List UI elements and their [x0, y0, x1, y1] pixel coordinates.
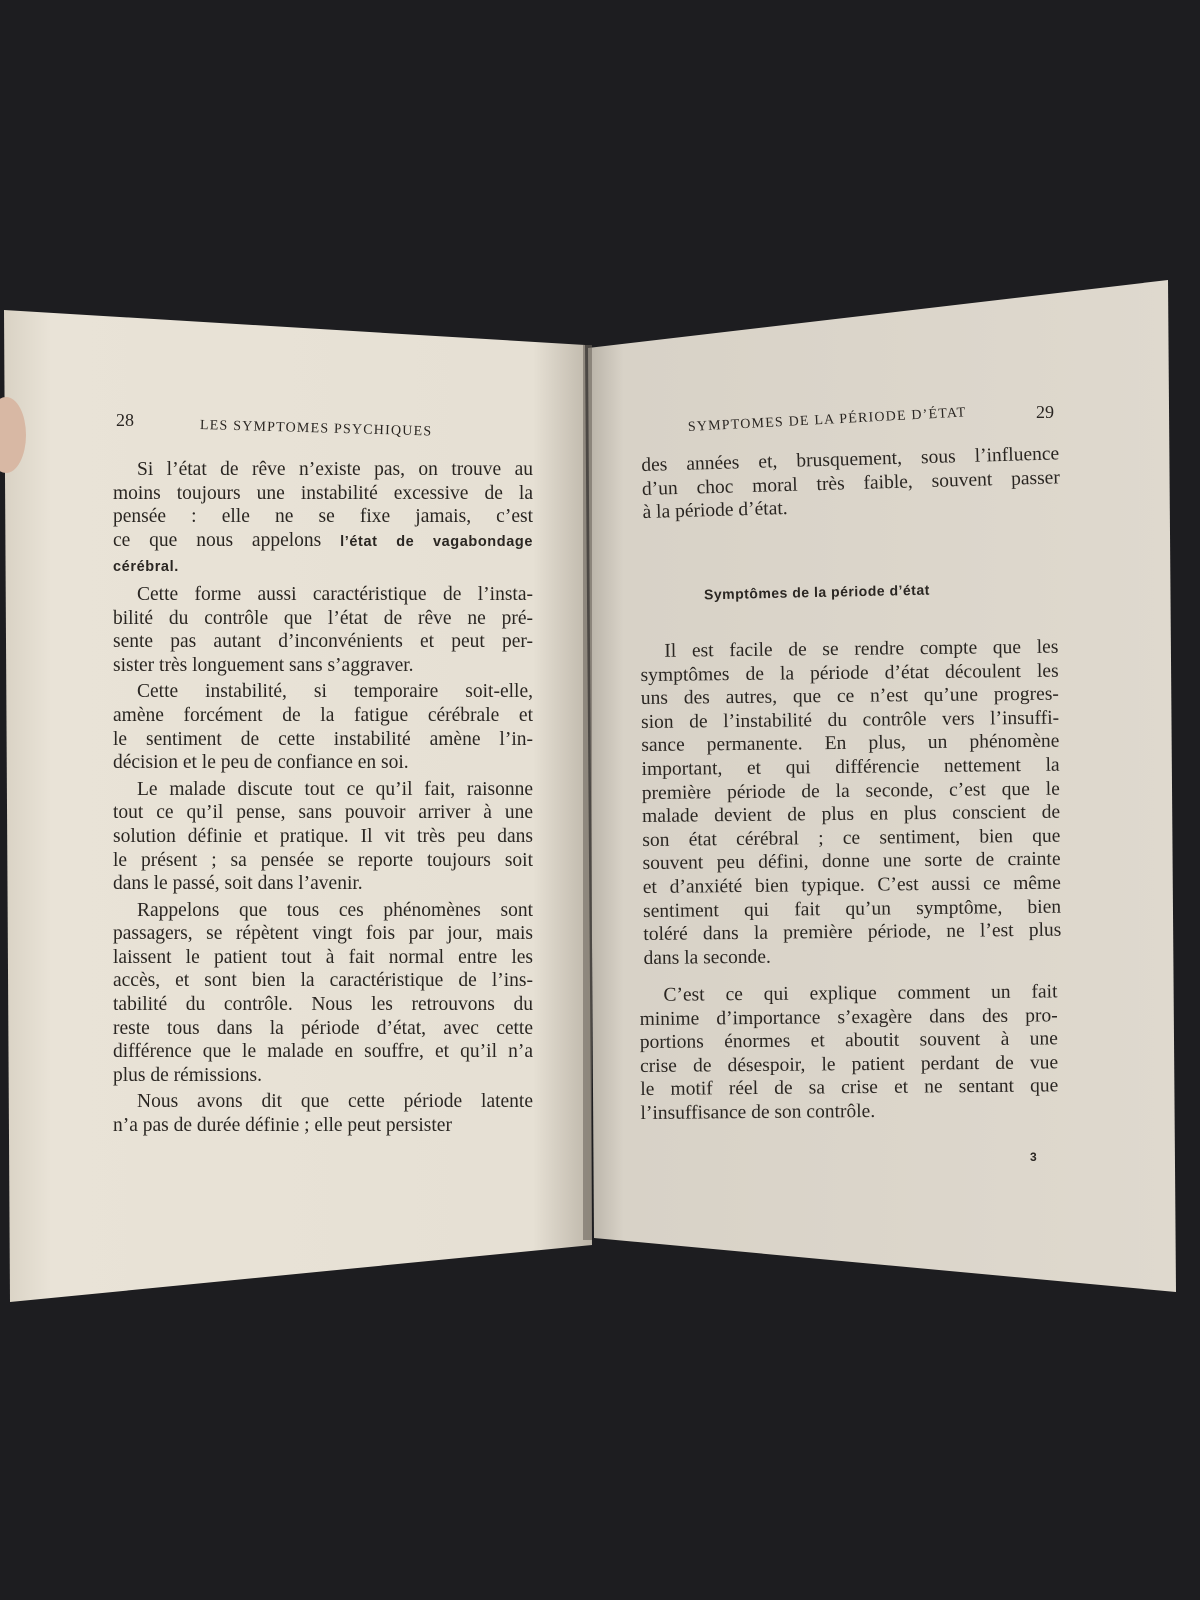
text-line: des années et, brusquement, sous l’influence [640, 443, 1060, 477]
right-page-number: 29 [1036, 402, 1054, 422]
text-line: et d’anxiété bien typique. C’est aussi ce même [642, 872, 1061, 898]
paragraph [113, 899, 533, 1088]
text-line: Cette forme aussi caractéristique de l’insta- [137, 583, 533, 605]
right-continuation-text [641, 442, 1061, 527]
paragraph [639, 980, 1058, 1125]
right-paragraph-1 [640, 636, 1061, 974]
text-line: différence que le malade en souffre, et qu’il n’a [113, 1041, 533, 1063]
text-line: solution définie et pratique. Il vit très peu dans [113, 825, 533, 847]
text-line [113, 529, 533, 555]
text-line: plus de rémissions. [113, 1064, 262, 1086]
left-page-text [113, 458, 533, 1141]
text-line: crise de désespoir, le patient perdant de vue [639, 1052, 1059, 1077]
paragraph [113, 778, 533, 896]
text-line: pensée : elle ne se fixe jamais, c’est [113, 506, 533, 528]
text-line: Il est facile de se rendre compte que les [664, 636, 1059, 662]
bold-term: cérébral. [113, 559, 179, 576]
text-line: symptômes de la période d’état découlent les [640, 660, 1059, 686]
text-line: moins toujours une instabilité excessive de la [113, 482, 533, 504]
text-line: le présent ; sa pensée se reporte toujours soit [113, 849, 533, 871]
paragraph [641, 442, 1061, 524]
text-line: à la période d’état. [642, 498, 788, 524]
text-line: Le malade discute tout ce qu’il fait, raisonne [137, 778, 533, 800]
text-line: Nous avons dit que cette période latente [137, 1091, 533, 1113]
text-line: sentiment qui fait qu’un symptôme, bien [642, 896, 1062, 922]
text-line: important, et qui différencie nettement la [641, 754, 1060, 780]
text-segment: ce que nous appelons [113, 529, 341, 551]
right-running-head: SYMPTOMES DE LA PÉRIODE D’ÉTAT [687, 405, 967, 435]
text-line: toléré dans la première période, ne l’est plus [643, 919, 1062, 946]
text-line: reste tous dans la période d’état, avec cette [113, 1017, 533, 1039]
text-line: dans la seconde. [643, 946, 771, 969]
text-line: uns des autres, que ce n’est qu’une progres- [640, 683, 1059, 710]
text-line: tout ce qu’il pense, sans pouvoir arriver à une [113, 802, 533, 824]
text-line: le sentiment de cette instabilité amène l’in- [113, 728, 533, 750]
text-line: décision et le peu de confiance en soi. [113, 752, 409, 774]
paragraph [113, 583, 533, 677]
text-line: souvent peu défini, donne une sorte de crainte [642, 848, 1061, 875]
text-line: C’est ce qui explique comment un fait [663, 981, 1058, 1006]
text-line: dans le passé, soit dans l’avenir. [113, 873, 363, 895]
left-page-number: 28 [116, 410, 134, 430]
paragraph [640, 636, 1061, 971]
text-line: Rappelons que tous ces phénomènes sont [137, 899, 533, 921]
text-line: sance permanente. En plus, un phénomène [641, 731, 1060, 757]
text-line: passagers, se répètent vingt fois par jour, mais [113, 923, 533, 945]
paragraph [113, 680, 533, 774]
text-line: d’un choc moral très faible, souvent passer [641, 466, 1061, 500]
text-line: Cette instabilité, si temporaire soit-elle, [137, 681, 533, 703]
text-line [113, 554, 533, 580]
section-heading: Symptômes de la période d’état [703, 581, 930, 603]
text-line: sister très longuement sans s’aggraver. [113, 654, 414, 676]
text-line: malade devient de plus en plus conscient de [641, 801, 1061, 828]
text-line: bilité du contrôle que l’état de rêve ne pré- [113, 607, 533, 629]
text-line: Si l’état de rêve n’existe pas, on trouve au [137, 459, 533, 480]
paragraph [113, 1090, 533, 1137]
signature-mark: 3 [1030, 1150, 1038, 1164]
text-line: accès, et sont bien la caractéristique de l’ins- [113, 970, 533, 992]
text-line: son état cérébral ; ce sentiment, bien que [642, 825, 1061, 851]
text-line: tabilité du contrôle. Nous les retrouvons du [113, 994, 533, 1016]
text-line: première période de la seconde, c’est que le [641, 778, 1060, 804]
text-line: minime d’importance s’exagère dans des pro- [639, 1004, 1058, 1030]
text-line: laissent le patient tout à fait normal entre les [113, 946, 533, 968]
text-line: n’a pas de durée définie ; elle peut persister [113, 1115, 452, 1137]
left-running-head: LES SYMPTOMES PSYCHIQUES [199, 418, 433, 440]
text-line: portions énormes et aboutit souvent à une [639, 1028, 1058, 1054]
paragraph [113, 458, 533, 580]
right-paragraph-2 [639, 980, 1058, 1128]
text-line: l’insuffisance de son contrôle. [640, 1100, 876, 1124]
bold-term: l’état de vagabondage [340, 533, 534, 550]
text-line: le motif réel de sa crise et ne sentant que [640, 1075, 1059, 1101]
text-line: sion de l’instabilité du contrôle vers l’insuffi- [641, 707, 1060, 733]
text-line: amène forcément de la fatigue cérébrale et [113, 704, 533, 726]
book-spine [583, 345, 592, 1240]
text-line: sente pas autant d’inconvénients et peut per- [113, 631, 533, 653]
